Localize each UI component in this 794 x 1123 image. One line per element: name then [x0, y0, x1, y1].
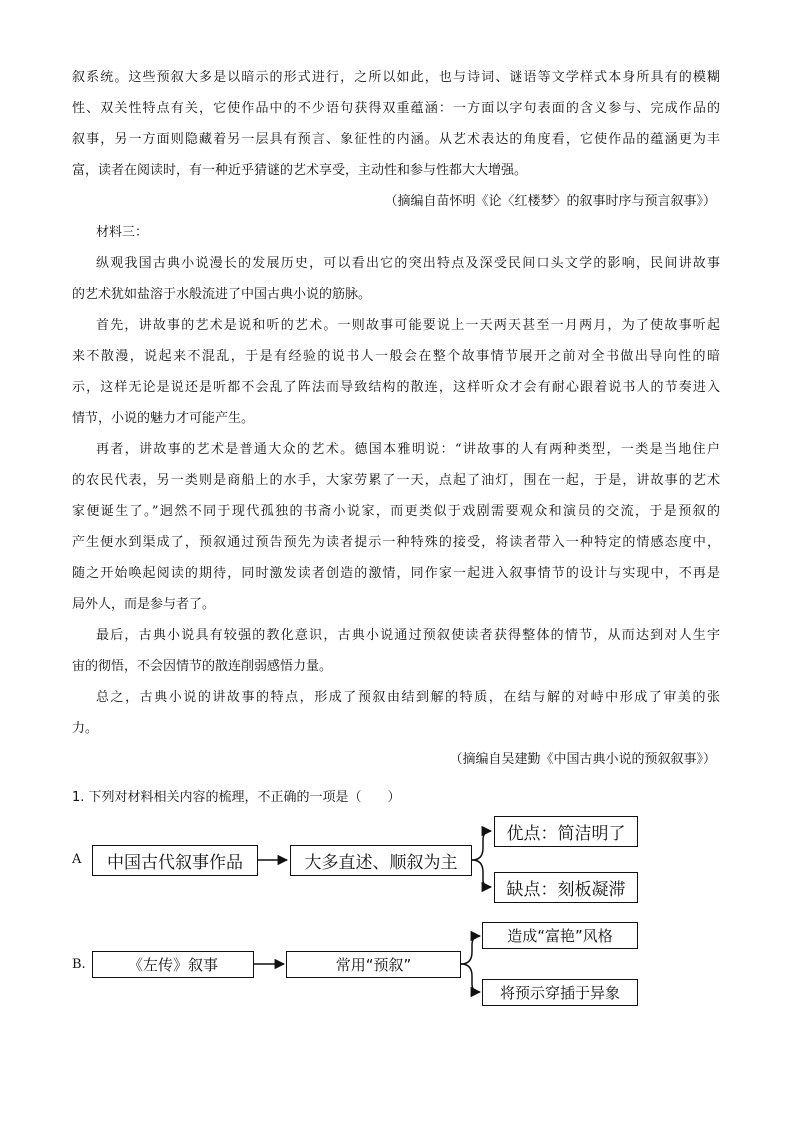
option-b-box-omens: 将预示穿插于异象	[482, 979, 638, 1006]
option-b-box-zuozhuan: 《左传》叙事	[92, 951, 254, 978]
text-line: 情节，小说的魅力才可能产生。	[72, 411, 255, 426]
text-line: 再者，讲故事的艺术是普通大众的艺术。德国本雅明说：“讲故事的人有两种类型，一类是当地住户	[96, 442, 720, 457]
text-line: 最后，古典小说具有较强的教化意识，古典小说通过预叙使读者获得整体的情节，从而达到对人生宇	[96, 628, 720, 643]
option-b-letter: B.	[72, 957, 86, 972]
text-line: 宙的彻悟，不会因情节的散连削弱感悟力量。	[72, 659, 333, 674]
text-line: 家便诞生了。”迥然不同于现代孤独的书斋小说家，而更类似于戏剧需要观众和演员的交流，于是预叙的	[72, 504, 720, 519]
arrow-a2	[472, 831, 491, 860]
text-line: 的艺术犹如盐溶于水般流进了中国古典小说的筋脉。	[72, 287, 372, 302]
source-citation: （摘编自苗怀明《论〈红楼梦〉的叙事时序与预言叙事》）	[384, 194, 716, 209]
text-line: 力。	[72, 721, 99, 736]
option-a-box-method: 大多直述、顺叙为主	[290, 845, 472, 876]
option-a-box-work: 中国古代叙事作品	[92, 845, 258, 876]
option-a-box-disadvantage: 缺点：刻板凝滞	[494, 872, 638, 903]
text-line: 首先，讲故事的艺术是说和听的艺术。一则故事可能要说上一天两天甚至一月两月，为了使故事听起	[96, 318, 720, 333]
text-line: 纵观我国古典小说漫长的发展历史，可以看出它的突出特点及深受民间口头文学的影响，民间讲故事	[96, 256, 720, 271]
material-heading: 材料三：	[96, 225, 149, 240]
text-line: 富，读者在阅读时，有一种近乎猜谜的艺术享受，主动性和参与性都大大增强。	[72, 163, 528, 178]
text-line: 来不散漫，说起来不混乱，于是有经验的说书人一般会在整个故事情节展开之前对全书做出导向性的暗	[72, 349, 720, 364]
text-line: 叙事，另一方面则隐藏着另一层具有预言、象征性的内涵。从艺术表达的角度看，它使作品的蕴涵更为丰	[72, 132, 720, 147]
source-citation: （摘编自吴建勤《中国古典小说的预叙叙事》）	[449, 752, 716, 767]
option-a-box-advantage: 优点：简洁明了	[494, 816, 638, 847]
text-line: 随之开始唤起阅读的期待，同时激发读者创造的激情，同作家一起进入叙事情节的设计与实现中，不再是	[72, 566, 720, 581]
arrow-b2	[461, 936, 480, 964]
option-b-box-style: 造成“富艳”风格	[482, 922, 638, 949]
text-line: 总之，古典小说的讲故事的特点，形成了预叙由结到解的特质，在结与解的对峙中形成了审美的张	[96, 690, 720, 705]
text-line: 局外人，而是参与者了。	[72, 597, 216, 612]
question-stem: 1. 下列对材料相关内容的梳理，不正确的一项是（ ）	[72, 790, 401, 805]
text-line: 示，这样无论是说还是听都不会乱了阵法而导致结构的散连，这样听众才会有耐心跟着说书人的节奏进入	[72, 380, 720, 395]
text-line: 产生便水到渠成了，预叙通过预告预先为读者提示一种特殊的接受，将读者带入一种特定的情感态度中，	[72, 535, 720, 550]
text-line: 的农民代表，另一类则是商船上的水手，大家劳累了一天，点起了油灯，围在一起，于是，讲故事的艺术	[72, 473, 720, 488]
arrow-a3	[472, 860, 491, 887]
text-line: 叙系统。这些预叙大多是以暗示的形式进行，之所以如此，也与诗词、谜语等文学样式本身所具有的模糊	[72, 70, 720, 85]
option-b-box-prolepsis: 常用“预叙”	[286, 951, 461, 978]
text-line: 性、双关性特点有关，它使作品中的不少语句获得双重蕴涵：一方面以字句表面的含义参与、完成作品的	[72, 101, 720, 116]
option-a-letter: A	[72, 852, 82, 867]
arrow-b3	[461, 964, 480, 992]
